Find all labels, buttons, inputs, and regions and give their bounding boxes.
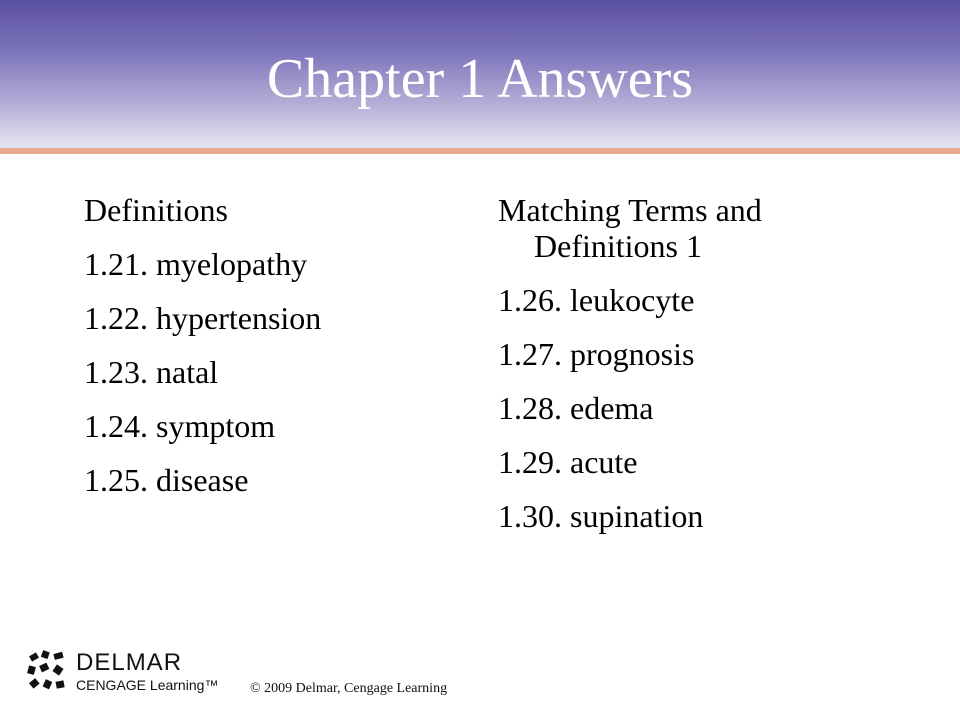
- accent-divider: [0, 148, 960, 154]
- answer-item: 1.26. leukocyte: [498, 282, 695, 318]
- brand-name: DELMAR: [76, 649, 183, 676]
- definitions-column: [84, 192, 444, 516]
- copyright-notice: © 2009 Delmar, Cengage Learning: [250, 681, 448, 696]
- answer-item: 1.22. hypertension: [84, 300, 322, 336]
- slide-title: Chapter 1 Answers: [266, 48, 694, 110]
- answer-item: 1.21. myelopathy: [84, 246, 308, 282]
- matching-heading: Matching Terms and Definitions 1: [498, 192, 762, 264]
- answer-item: 1.30. supination: [498, 498, 704, 534]
- definitions-heading: Definitions: [84, 192, 228, 228]
- answer-item: 1.29. acute: [498, 444, 638, 480]
- answer-item: 1.25. disease: [84, 462, 249, 498]
- answer-item: 1.27. prognosis: [498, 336, 695, 372]
- brand-subline: CENGAGE Learning™: [76, 677, 219, 693]
- publisher-logo: [26, 650, 246, 698]
- answer-item: 1.24. symptom: [84, 408, 276, 444]
- answer-item: 1.28. edema: [498, 390, 654, 426]
- answer-item: 1.23. natal: [84, 354, 219, 390]
- delmar-logo-icon: [26, 650, 70, 694]
- matching-column: [498, 192, 898, 552]
